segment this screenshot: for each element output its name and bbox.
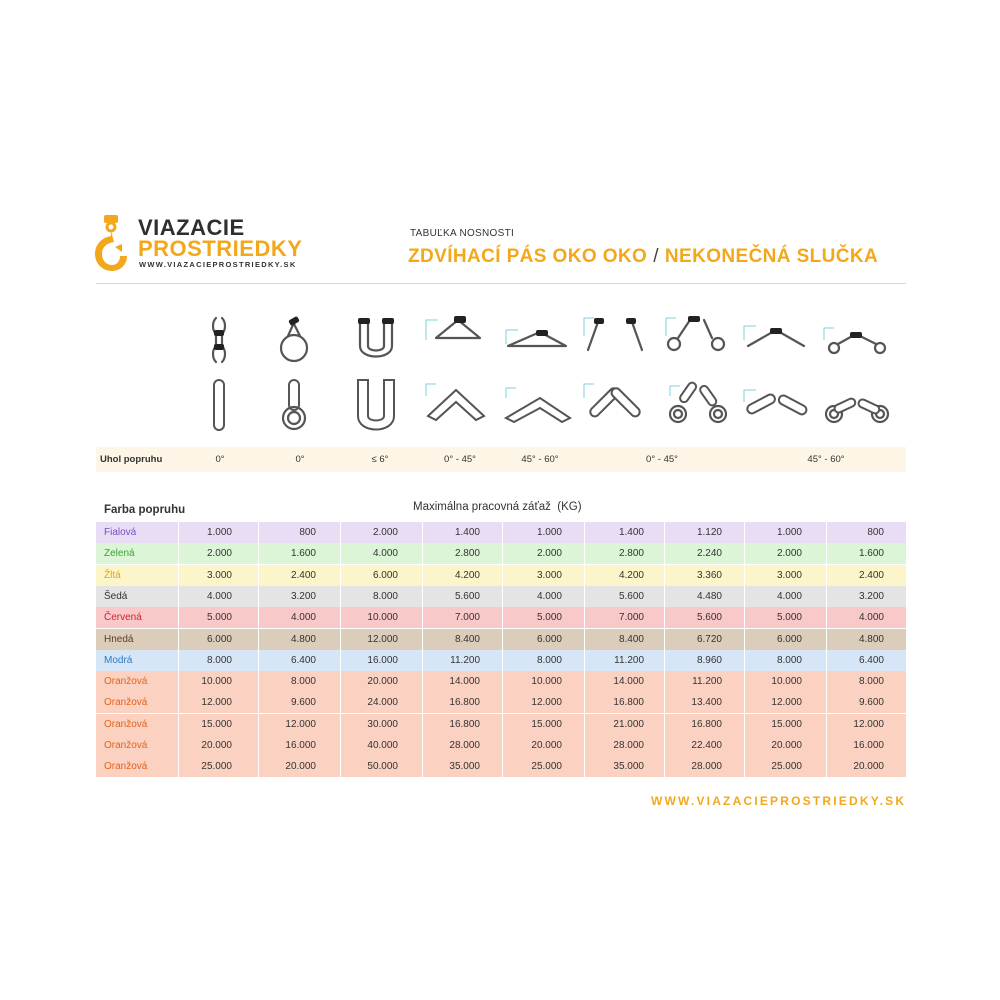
- column-separator: [584, 714, 585, 735]
- load-value-cell: 16.800: [691, 718, 722, 730]
- sling-basket-60-top-icon: [500, 310, 572, 368]
- column-separator: [502, 714, 503, 735]
- load-header-text: Maximálna pracovná záťaž: [413, 501, 551, 513]
- load-value-cell: 4.000: [290, 612, 316, 624]
- load-value-cell: 10.000: [201, 676, 232, 688]
- sling-vertical-top-icon: [186, 310, 258, 368]
- sling-choke-two-leg-45-top-icon: [660, 310, 732, 368]
- load-value-cell: 1.600: [290, 548, 316, 560]
- column-separator: [826, 756, 827, 777]
- load-value-cell: 40.000: [367, 740, 398, 751]
- column-separator: [178, 756, 179, 777]
- load-value-cell: 13.400: [691, 697, 722, 709]
- endless-two-leg-60-icon: [740, 376, 812, 434]
- title-part1: ZDVÍHACÍ PÁS OKO OKO: [408, 246, 648, 267]
- column-separator: [744, 692, 745, 713]
- column-separator: [826, 735, 827, 756]
- column-separator: [664, 735, 665, 756]
- sling-two-leg-45-top-icon: [578, 310, 650, 368]
- angle-row-label: Uhol popruhu: [100, 454, 163, 465]
- load-value-cell: 4.000: [206, 590, 232, 602]
- table-row: [96, 735, 906, 756]
- load-value-cell: 15.000: [201, 718, 232, 730]
- load-value-cell: 2.800: [618, 548, 644, 560]
- load-value-cell: 14.000: [613, 676, 644, 688]
- load-value-cell: 28.000: [449, 740, 480, 751]
- load-value-cell: 7.000: [618, 612, 644, 624]
- load-value-cell: 30.000: [367, 718, 398, 730]
- column-separator: [422, 735, 423, 756]
- angle-value: 45° - 60°: [807, 454, 845, 465]
- column-separator: [340, 586, 341, 607]
- column-separator: [422, 650, 423, 671]
- column-separator: [826, 565, 827, 586]
- column-separator: [744, 543, 745, 564]
- column-separator: [502, 522, 503, 543]
- load-value-cell: 16.000: [285, 740, 316, 751]
- angle-row: [96, 447, 906, 472]
- load-value-cell: 4.000: [858, 612, 884, 624]
- column-separator: [178, 543, 179, 564]
- load-value-cell: 50.000: [367, 761, 398, 773]
- load-value-cell: 24.000: [367, 697, 398, 709]
- endless-choke-two-leg-45-icon: [660, 376, 732, 434]
- load-value-cell: 28.000: [691, 761, 722, 773]
- angle-value: ≤ 6°: [371, 454, 389, 465]
- load-value-cell: 12.000: [853, 718, 884, 730]
- sling-choke-top-icon: [258, 310, 330, 368]
- table-row: [96, 565, 906, 586]
- load-value-cell: 2.000: [372, 527, 398, 538]
- endless-choke-icon: [258, 376, 330, 434]
- column-separator: [422, 692, 423, 713]
- load-value-cell: 2.400: [290, 569, 316, 581]
- load-value-cell: 8.000: [858, 676, 884, 688]
- column-separator: [502, 586, 503, 607]
- column-separator: [502, 629, 503, 650]
- row-color-name: Oranžová: [104, 697, 148, 709]
- column-separator: [258, 714, 259, 735]
- load-value-cell: 6.000: [776, 633, 802, 645]
- load-value-cell: 16.800: [449, 718, 480, 730]
- column-separator: [584, 692, 585, 713]
- load-value-cell: 4.000: [536, 590, 562, 602]
- column-separator: [422, 756, 423, 777]
- column-separator: [258, 565, 259, 586]
- load-value-cell: 4.200: [618, 569, 644, 581]
- column-separator: [664, 756, 665, 777]
- column-separator: [422, 607, 423, 628]
- column-separator: [744, 714, 745, 735]
- title-separator: /: [653, 246, 659, 267]
- load-value-cell: 8.000: [290, 676, 316, 688]
- column-separator: [340, 543, 341, 564]
- load-value-cell: 8.000: [536, 654, 562, 666]
- column-separator: [502, 692, 503, 713]
- column-separator: [664, 671, 665, 692]
- column-separator: [584, 671, 585, 692]
- load-value-cell: 11.200: [692, 676, 722, 688]
- row-color-name: Oranžová: [104, 676, 148, 688]
- sling-choke-two-leg-60-top-icon: [820, 310, 892, 368]
- table-row: [96, 629, 906, 650]
- column-separator: [744, 735, 745, 756]
- column-separator: [340, 756, 341, 777]
- load-value-cell: 4.800: [858, 633, 884, 645]
- load-value-cell: 800: [867, 527, 884, 538]
- column-separator: [258, 586, 259, 607]
- load-value-cell: 1.400: [454, 527, 480, 538]
- column-separator: [826, 714, 827, 735]
- column-separator: [178, 629, 179, 650]
- column-separator: [258, 543, 259, 564]
- column-separator: [584, 756, 585, 777]
- column-separator: [584, 565, 585, 586]
- load-value-cell: 8.000: [372, 590, 398, 602]
- column-separator: [664, 522, 665, 543]
- table-row: [96, 543, 906, 564]
- endless-choke-two-leg-60-icon: [820, 376, 892, 434]
- load-value-cell: 12.000: [771, 697, 802, 709]
- angle-value: 0°: [215, 454, 225, 465]
- column-separator: [178, 522, 179, 543]
- column-separator: [502, 756, 503, 777]
- load-value-cell: 25.000: [771, 761, 802, 773]
- row-color-name: Oranžová: [104, 740, 148, 751]
- endless-two-leg-45-icon: [578, 376, 650, 434]
- load-value-cell: 3.000: [206, 569, 232, 581]
- load-value-cell: 12.000: [367, 633, 398, 645]
- load-value-cell: 28.000: [613, 740, 644, 751]
- column-separator: [744, 650, 745, 671]
- load-value-cell: 6.400: [858, 654, 884, 666]
- brand-name-line2: PROSTRIEDKY: [138, 236, 303, 261]
- load-value-cell: 6.000: [536, 633, 562, 645]
- column-separator: [664, 586, 665, 607]
- column-separator: [664, 565, 665, 586]
- load-value-cell: 1.400: [618, 527, 644, 538]
- column-separator: [502, 543, 503, 564]
- load-value-cell: 10.000: [531, 676, 562, 688]
- load-value-cell: 2.400: [858, 569, 884, 581]
- load-value-cell: 4.200: [454, 569, 480, 581]
- column-separator: [258, 692, 259, 713]
- column-separator: [258, 671, 259, 692]
- load-value-cell: 3.200: [858, 590, 884, 602]
- column-separator: [826, 543, 827, 564]
- load-value-cell: 10.000: [771, 676, 802, 688]
- endless-basket-60-icon: [500, 376, 572, 434]
- load-value-cell: 6.000: [372, 569, 398, 581]
- column-separator: [340, 565, 341, 586]
- column-separator: [422, 543, 423, 564]
- load-value-cell: 25.000: [201, 761, 232, 773]
- load-value-cell: 5.600: [696, 612, 722, 624]
- angle-value: 0°: [295, 454, 305, 465]
- column-separator: [340, 607, 341, 628]
- table-row: [96, 522, 906, 543]
- row-color-name: Hnedá: [104, 633, 134, 645]
- load-value-cell: 8.000: [206, 654, 232, 666]
- load-value-cell: 11.200: [614, 654, 644, 666]
- load-value-cell: 6.000: [206, 633, 232, 645]
- load-value-cell: 1.600: [858, 548, 884, 560]
- brand-url[interactable]: WWW.VIAZACIEPROSTRIEDKY.SK: [139, 260, 297, 269]
- load-value-cell: 8.400: [454, 633, 480, 645]
- load-value-cell: 4.800: [290, 633, 316, 645]
- load-value-cell: 5.600: [454, 590, 480, 602]
- row-color-name: Modrá: [104, 654, 133, 666]
- load-value-cell: 2.000: [536, 548, 562, 560]
- load-value-cell: 22.400: [691, 740, 722, 751]
- column-separator: [744, 607, 745, 628]
- load-value-cell: 20.000: [853, 761, 884, 773]
- load-value-cell: 20.000: [367, 676, 398, 688]
- table-row: [96, 586, 906, 607]
- load-value-cell: 9.600: [858, 697, 884, 709]
- column-separator: [744, 522, 745, 543]
- load-value-cell: 16.800: [449, 697, 480, 709]
- column-separator: [422, 586, 423, 607]
- column-separator: [178, 586, 179, 607]
- column-separator: [340, 650, 341, 671]
- column-separator: [422, 522, 423, 543]
- column-separator: [258, 650, 259, 671]
- column-separator: [826, 586, 827, 607]
- column-separator: [584, 650, 585, 671]
- load-value-cell: 2.000: [206, 548, 232, 560]
- color-column-header: Farba popruhu: [104, 504, 186, 516]
- column-separator: [584, 522, 585, 543]
- load-value-cell: 15.000: [531, 718, 562, 730]
- column-separator: [664, 607, 665, 628]
- column-separator: [258, 735, 259, 756]
- column-separator: [664, 650, 665, 671]
- column-separator: [178, 650, 179, 671]
- load-value-cell: 4.000: [776, 590, 802, 602]
- row-color-name: Oranžová: [104, 718, 148, 730]
- column-separator: [422, 565, 423, 586]
- load-value-cell: 16.800: [613, 697, 644, 709]
- load-value-cell: 21.000: [613, 718, 644, 730]
- load-value-cell: 4.000: [372, 548, 398, 560]
- column-separator: [258, 629, 259, 650]
- load-value-cell: 5.000: [776, 612, 802, 624]
- column-separator: [178, 692, 179, 713]
- angle-value: 45° - 60°: [521, 454, 559, 465]
- load-value-cell: 20.000: [771, 740, 802, 751]
- sling-basket-top-icon: [340, 310, 412, 368]
- endless-vertical-icon: [186, 376, 258, 434]
- column-separator: [584, 735, 585, 756]
- column-separator: [744, 565, 745, 586]
- column-separator: [826, 692, 827, 713]
- row-color-name: Šedá: [104, 590, 128, 602]
- row-color-name: Zelená: [104, 548, 135, 560]
- load-value-cell: 1.000: [206, 527, 232, 538]
- column-separator: [826, 522, 827, 543]
- column-separator: [502, 650, 503, 671]
- column-separator: [664, 692, 665, 713]
- column-separator: [340, 692, 341, 713]
- load-value-cell: 12.000: [285, 718, 316, 730]
- load-value-cell: 2.800: [454, 548, 480, 560]
- column-separator: [826, 671, 827, 692]
- load-value-cell: 9.600: [290, 697, 316, 709]
- load-value-cell: 1.000: [776, 527, 802, 538]
- load-value-cell: 800: [299, 527, 316, 538]
- column-separator: [178, 735, 179, 756]
- load-value-cell: 3.000: [776, 569, 802, 581]
- column-separator: [502, 735, 503, 756]
- column-separator: [826, 607, 827, 628]
- row-color-name: Žltá: [104, 569, 121, 581]
- load-value-cell: 25.000: [531, 761, 562, 773]
- brand-name-line1: VIAZACIE: [138, 215, 245, 240]
- row-color-name: Fialová: [104, 527, 137, 538]
- column-separator: [584, 543, 585, 564]
- page-title: [408, 246, 878, 268]
- column-separator: [340, 522, 341, 543]
- load-value-cell: 20.000: [201, 740, 232, 751]
- load-value-cell: 2.000: [776, 548, 802, 560]
- load-value-cell: 12.000: [531, 697, 562, 709]
- load-value-cell: 8.960: [696, 654, 722, 666]
- load-header: [413, 501, 582, 513]
- load-header-unit: (KG): [557, 501, 582, 513]
- load-value-cell: 20.000: [531, 740, 562, 751]
- column-separator: [826, 629, 827, 650]
- column-separator: [422, 714, 423, 735]
- load-value-cell: 10.000: [367, 612, 398, 624]
- sling-basket-45-top-icon: [418, 310, 490, 368]
- column-separator: [584, 629, 585, 650]
- load-value-cell: 1.120: [696, 527, 722, 538]
- column-separator: [664, 714, 665, 735]
- load-value-cell: 8.000: [776, 654, 802, 666]
- load-value-cell: 5.000: [206, 612, 232, 624]
- column-separator: [422, 671, 423, 692]
- column-separator: [258, 522, 259, 543]
- column-separator: [664, 543, 665, 564]
- endless-basket-icon: [340, 376, 412, 434]
- table-row: [96, 714, 906, 735]
- column-separator: [178, 607, 179, 628]
- load-value-cell: 16.000: [853, 740, 884, 751]
- footer-url[interactable]: WWW.VIAZACIEPROSTRIEDKY.SK: [651, 794, 907, 808]
- load-value-cell: 6.400: [290, 654, 316, 666]
- load-value-cell: 7.000: [454, 612, 480, 624]
- load-value-cell: 6.720: [696, 633, 722, 645]
- load-value-cell: 4.480: [696, 590, 722, 602]
- table-row: [96, 607, 906, 628]
- column-separator: [744, 671, 745, 692]
- column-separator: [584, 607, 585, 628]
- table-row: [96, 671, 906, 692]
- column-separator: [178, 671, 179, 692]
- title-part2: NEKONEČNÁ SLUČKA: [664, 246, 879, 267]
- load-value-cell: 11.200: [450, 654, 480, 666]
- column-separator: [340, 671, 341, 692]
- load-value-cell: 2.240: [696, 548, 722, 560]
- load-value-cell: 35.000: [449, 761, 480, 773]
- load-value-cell: 15.000: [771, 718, 802, 730]
- table-row: [96, 692, 906, 713]
- column-separator: [502, 565, 503, 586]
- load-value-cell: 35.000: [613, 761, 644, 773]
- column-separator: [502, 671, 503, 692]
- table-row: [96, 650, 906, 671]
- column-separator: [258, 756, 259, 777]
- column-separator: [340, 629, 341, 650]
- endless-basket-45-icon: [418, 376, 490, 434]
- angle-value: 0° - 45°: [646, 454, 678, 465]
- page-subtitle: TABUĽKA NOSNOSTI: [410, 228, 515, 239]
- column-separator: [340, 735, 341, 756]
- load-value-cell: 3.200: [290, 590, 316, 602]
- load-value-cell: 12.000: [201, 697, 232, 709]
- load-value-cell: 5.000: [536, 612, 562, 624]
- load-value-cell: 3.360: [696, 569, 722, 581]
- row-color-name: Červená: [104, 612, 142, 624]
- load-value-cell: 1.000: [536, 527, 562, 538]
- column-separator: [178, 565, 179, 586]
- column-separator: [502, 607, 503, 628]
- load-value-cell: 3.000: [536, 569, 562, 581]
- column-separator: [584, 586, 585, 607]
- hook-logo-icon: [92, 214, 130, 272]
- column-separator: [744, 629, 745, 650]
- column-separator: [422, 629, 423, 650]
- column-separator: [744, 586, 745, 607]
- column-separator: [664, 629, 665, 650]
- load-value-cell: 14.000: [449, 676, 480, 688]
- column-separator: [340, 714, 341, 735]
- load-value-cell: 8.400: [618, 633, 644, 645]
- column-separator: [258, 607, 259, 628]
- row-color-name: Oranžová: [104, 761, 148, 773]
- column-separator: [826, 650, 827, 671]
- load-value-cell: 5.600: [618, 590, 644, 602]
- column-separator: [178, 714, 179, 735]
- table-row: [96, 756, 906, 777]
- angle-value: 0° - 45°: [444, 454, 476, 465]
- column-separator: [744, 756, 745, 777]
- sling-two-leg-60-top-icon: [740, 310, 812, 368]
- load-value-cell: 20.000: [285, 761, 316, 773]
- load-value-cell: 16.000: [367, 654, 398, 666]
- header-divider: [96, 283, 906, 284]
